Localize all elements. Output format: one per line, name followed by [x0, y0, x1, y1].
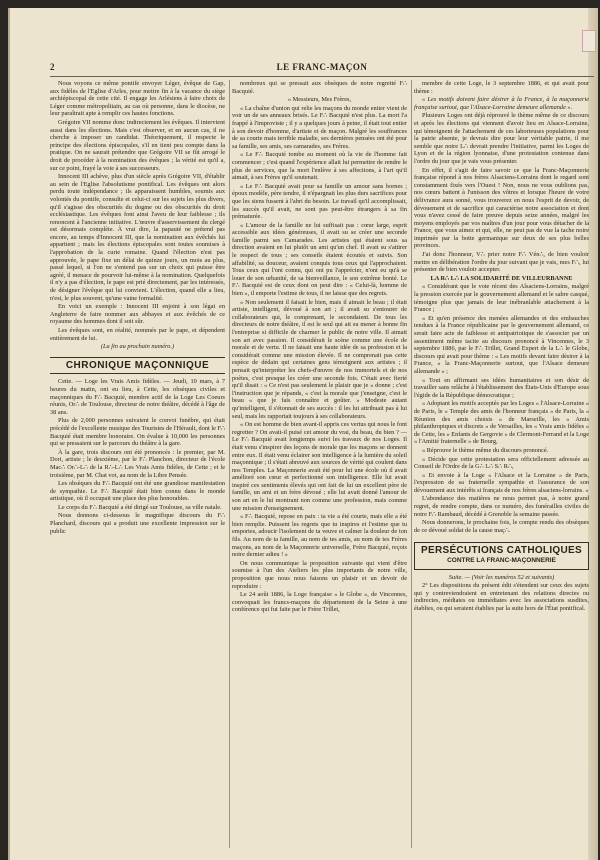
continued-note: Suite. — (Voir les numéros 52 et suivants) [448, 573, 555, 581]
article-paragraph: Les évêques sont, en réalité, nommés par le pape, et dépendent entièrement de lui. [50, 327, 225, 342]
article-paragraph: On nous communique la proposition suivante qui vient d'être soumise à l'un des Ateliers les plus importants de notre ville, proposition que nous nous faisons un plaisir et un devoir de reproduire : [232, 559, 407, 590]
page-number: 2 [50, 62, 55, 72]
article-paragraph: « L'amour de la famille ne lui suffisait pas : cœur large, esprit accessible aux idées généreuses, il avait su se créer une seconde famille parmi ses Camarades. Les artistes qui étaient sous sa direction avaient en lui plutôt un ami qu'un chef. Il avait su s'attirer le respect de tous ; ses conseils étaient écoutés et suivis. Son affabilité, sa douceur, avaient conquis tous ceux qui l'approchaient. Tous ceux qui l'ont connu, qui ont pu l'apprécier, n'ont eu qu'à se louer de son urbanité, de sa bienveillance, le son extrême bonté. Le F∴ Bacquié est de ceux dont on peut dire : « Celui-là, homme de bien », il emporte l'estime de tous, il ne laisse que des regrets. [232, 221, 407, 298]
column-2 [232, 80, 407, 848]
article-paragraph: Le 24 août 1886, la Loge française « le Globe », de Vincennes, convoquait les francs-maçons du département de la Seine à une conférence qui fut faite par le Frère Trillet, [232, 591, 407, 614]
article-paragraph: Nous voyons ce même pontife envoyer Léger, évêque de Gap, aux fidèles de l'Eglise d'Arles, pour mettre fin à la vacance du siège archiépiscopal de cette cité. Il engage les Arlésiens à faire choix de Léger comme métropolitain, au cas où personne, dans le diocèse, ne leur paraîtrait apte à remplir ces hautes fonctions. [50, 80, 225, 118]
article-paragraph: J'ai donc l'honneur, V∴ prier notre F∴ Vén∴, de bien vouloir mettre en délibération l'ordre du jour suivant que je vais, mes F∴, lui présenter de bien vouloir accepter. [414, 251, 589, 274]
page-header [50, 60, 594, 74]
article-paragraph: À la gare, trois discours ont été prononcés : le premier, par M. Dori, artiste ; le deuxième, par le F∴ Planchon, directeur de l'école Mac∴ Or∴-L∴ de la R∴-L∴ Les Vrais Amis fidèles, de Cette ; et le troisième, par M. Chat vot, au nom de la Libre Pensée. [50, 448, 225, 479]
section-subtitle: CONTRE LA FRANC-MAÇONNERIE [447, 557, 556, 565]
section-heading-persecutions [414, 542, 589, 569]
column-divider [411, 80, 412, 848]
article-paragraph: « Décide que cette protestation sera officiellement adressée au Conseil de l'Ordre de la G∴ L∴ S∴ R∴, [414, 455, 589, 471]
column-3 [414, 80, 589, 848]
article-paragraph: « La chaîne d'union qui relie les maçons du monde entier vient de voir un de ses anneaux brisés. Le F∴ Bacquié n'est plus. La mort l'a frappé à l'improviste ; il y a quelques jours à peine, il était tout entier à son devoir d'homme, d'artiste et de maçon. Malgré les souffrances de sa courte mais terrible maladie, ses dernières pensées ont été pour sa famille, ses amis, ses camarades, ses Frères. [232, 104, 407, 150]
section-title: PERSÉCUTIONS CATHOLIQUES [421, 545, 582, 557]
column-1 [50, 80, 225, 848]
newspaper-title: LE FRANC-MAÇON [276, 62, 368, 72]
article-paragraph: « On est homme de bien avant-il appris ces vertus qui nous le font regretter ? On avait-il puisé cet amour du vrai, du beau, du bien ? — Le F∴ Bacquié avait longtemps suivi les travaux de nos Loges. Il était venu s'inspirer des leçons de morale que les maçons se donnent entre eux. Il était venu éclairer son intelligence à la lumière du soleil maçonnique ; il s'était abreuvé aux sources de vérité qui coulent dans nos Temples. La Maçonnerie avait été pour lui une école où il avait amélioré son cœur et perfectionné son intelligence. Elle lui avait inspiré ces sentiments élevés qui ont fait de lui un excellent père de famille, un ami et un frère dévoué ; elle lui avait donné l'amour de son art en le lui montrant non comme une profession, mais comme une mission d'enseignement. [232, 421, 407, 512]
page-edge [588, 8, 598, 860]
article-paragraph: Innocent III achève, plus d'un siècle après Grégoire VII, d'établir au sein de l'Eglise l'absolutisme pontifical. Les évêques ont alors perdu toute indépendance ; ils apparaissent humbles, soumis aux volontés du pontife, consulte et celui-ci sur les sujets les plus divers, qu'il s'agisse des obscurités du dogme ou des obscurités du droit ecclésiastique. Les évêques font ainsi l'aveu de leur faiblesse ; ils renoncent à l'ancienne initiative. L'œuvre d'asservissement du clergé est désormais complète. À vrai dire, la papauté ne prétend pas encore, au temps d'Innocent III, que la nomination aux évêchés lui appartient ; mais les élections épiscopales sont toutes soumises à l'approbation de la curie romaine. Quand l'élection n'est pas approuvée, le pape fixe un délai de quinze jours, un mois au plus, passé lequel, si l'on ne s'entend pas sur un choix qui puisse être agréé, il menace de pourvoir lui-même à la nomination. Quelquefois il n'y a pas d'élection, le pape est prié directement, par les intéressés, de désigner l'évêque qui lui convient. L'élection, quand elle a lieu, n'est, le plus souvent, qu'une vaine formalité. [50, 173, 225, 302]
article-paragraph: « Tout en affirmant ses idées humanitaires et son désir de travailler sans relâche à l'établissement des États-Unis d'Europe sous l'égide de la République démocratique ; [414, 376, 589, 399]
section-heading-chronique: CHRONIQUE MAÇONNIQUE [50, 357, 225, 375]
article-paragraph: Plusieurs Loges ont déjà réprouvé le thème même de ce discours et après les élections qui viennent d'avoir lieu en Alsace-Lorraine, qui témoignent de l'attachement de ces laborieuses populations pour la patrie absente, je devrais dire pour leur véritable patrie, il me semble que notre L∴ devrait prendre l'initiative, parmi les Loges de Lyon et de la région lyonnaise, d'une protestation contenue dans l'ordre du jour que je vais vous présenter. [414, 112, 589, 165]
newspaper-page [8, 8, 598, 860]
header-rule [50, 76, 594, 77]
article-paragraph: « Et qu'en présence des menées allemandes et des embauches tendues à la France républicaine par le gouvernement allemand, ce serait faire acte de faiblesse et antipatriotique de s'associer par un assentiment même tacite au discours prononcé à Vincennes, le 3 septembre 1886, par le F∴ Trillet, Grand Expert de la L∴ le Globe, discours qui avait pour thème : « Les motifs devant faire désirer à la France, « la Franc-Maçonnerie surtout, que l'Alsace demeure allemande » ; [414, 314, 589, 375]
article-paragraph: Plus de 2,000 personnes suivaient le convoi funèbre, qui était précédé de l'excellente musique des Touristes de l'Hérault, dont le F∴ Bacquié était membre honoraire. On évalue à 10,000 les personnes qui se pressaient sur le parcours du théâtre à la gare. [50, 417, 225, 448]
article-paragraph: En effet, il s'agit de faire savoir ce que la Franc-Maçonnerie française répond à nos frères Alsaciens-Lorrains dont le regard sont constamment fixés vers l'Ouest ! Non, nous ne vous oublions pas, nos cœurs battent à l'unisson des vôtres et lorsque l'heure de votre délivrance aura sonné, vous trouverez en nous l'esprit de devoir, de dévouement et de sacrifice qui caractérise notre association et dont vous n'avez cessé de faire preuve depuis seize années, malgré les moyens employés par vos maîtres d'un jour pour vous détacher de la France, que vous aimez et qui, elle, ne peut pas de vue la tache noire imprimée par la botte germanique sur deux de ses plus belles provinces. [414, 166, 589, 250]
article-paragraph: Cette. — Loge les Vrais Amis fidèles. — Jeudi, 10 mars, à 7 heures du matin, ont eu lieu, à Cette, les obsèques civiles et maçonniques du F∴ Bacquié, membre actif de la Loge Les Coeurs réunis, Or∴ de Toulouse, directeur de notre théâtre, décédé à l'âge de 38 ans. [50, 378, 225, 416]
article-paragraph: « Réprouve le thème même du discours prononcé. [422, 446, 549, 454]
article-paragraph: Nous donnons ci-dessous le magnifique discours du F∴ Planchard, discours qui a produit une excellente impression sur le public [50, 512, 225, 535]
article-paragraph: L'abondance des matières ne nous permet pas, à notre grand regret, de rendre compte, dans ce numéro, des funérailles civiles de notre F∴ Rambaud, décédé à Grenoble la semaine passée. [414, 495, 589, 518]
article-paragraph: Nous donnerons, le prochaine fois, le compte rendu des obsèques de ce dévoué soldat de la cause maç∴. [414, 519, 589, 534]
speech-salutation: « Messieurs, Mes Frères, [287, 96, 352, 104]
article-paragraph: 2° Les dispositions du présent édit s'étendent sur ceux des sujets qui y contreviendraient en entretenant des relations directes ou indirectes, médiates ou immédiates avec les associations susdites, établies, ou qui seraient établies par la suite hors de l'État pontifical. [414, 582, 589, 612]
article-paragraph: « F∴ Bacquié, repose en paix : ta vie a été courte, mais elle a été bien remplie. Puissent les regrets que tu inspires et l'estime que tu emportes, adoucir l'isolement de ta veuve et calmer la douleur de ton fils. Au nom de ta famille, au nom de tes amis, au nom de tes Frères maçons, au nom de la Maçonnerie universelle, Frère Bacquié, reçois notre dernier adieu ! » [232, 513, 407, 559]
article-paragraph: « Le F∴ Bacquié tombe au moment où la vie de l'homme fait commencer ; c'est quand l'expérience allait lui permettre de rendre le plus de services, que la mort l'enlève à ses affections, à l'art qu'il aimait, à ses Frères qu'il soutenait. [232, 151, 407, 182]
article-paragraph: nombreux qui se pressait aux obsèques de notre regretté F∴ Bacquié. [232, 80, 407, 95]
article-paragraph: membre de cette Loge, le 3 septembre 1886, et qui avait pour thème : [414, 80, 589, 95]
order-of-day-title: LA R∴ L∴ LA SOLIDARITÉ DE VILLEURBANNE [430, 274, 573, 282]
article-paragraph: « Considérant que le vote récent des Alsaciens-Lorrains, malgré la pression exercée par le gouvernement allemand et le sabre casqué, témoigne plus que jamais de leur inébranlable attachement à la France ; [414, 283, 589, 314]
article-paragraph: Le corps du F∴ Bacquié a été dirigé sur Toulouse, sa ville natale. [58, 503, 222, 511]
article-paragraph: Les obsèques du F∴ Bacquié ont été une grandiose manifestation de sympathie. Le F∴ Bacquié était bien connu dans le monde artistique, où il occupait une place des plus honorables. [50, 480, 225, 503]
red-stamp-mark [582, 30, 596, 52]
article-paragraph: « Le F∴ Bacquié avait pour sa famille un amour sans bornes ; époux modèle, père tendre, il n'épargnait les plus durs sacrifices pour que les siens fussent à l'abri du besoin. Le travail qu'il accomplissait, les succès qu'il avait, ne sont pas peut-être étrangers à sa fin prématurée. [232, 182, 407, 221]
article-paragraph: En voici un exemple : Innocent III enjoint à son légat en Angleterre de faire nommer aux abbayes et aux évêchés de ce royaume des hommes dont il soit sûr. [50, 303, 225, 326]
quoted-theme: « Les motifs doivent faire désirer à la France, à la maçonnerie française surtout, que l'Alsace-Lorraine demeure allemande ». [414, 96, 589, 111]
continued-note: (La fin au prochain numéro.) [100, 343, 175, 351]
article-paragraph: « Et envoie à la Loge « l'Alsace et la Lorraine » de Paris, l'expression de sa fraternelle sympathie et l'assurance de son dévouement aux intérêts si français de nos frères alsaciens-lorrains. » [414, 471, 589, 494]
article-paragraph: « Adoptant les motifs acceptés par les Loges « l'Alsace-Lorraine » de Paris, le « Temple des amis de l'honneur français » de Paris, la « Réunion des amis choisis » de Marseille, les « Amis philanthropiques et discrets » de Versailles, les « Vrais amis fidèles » de Cette, les « Enfants de Gergovie » de Clermont-Ferrand et la Loge « l'Amitié fraternelle » de Bourg, [414, 400, 589, 446]
column-divider [229, 80, 230, 848]
article-paragraph: Grégoire VII nomme donc indirectement les évêques. Il intervient aussi dans les élections. Mais c'est observer, et en aucun cas, il ne cherche à imposer un candidat. Théoriquement, il respecte le principe des élections épiscopales, s'il en tient peu compte dans la pratique. On ne saurait prétendre que Grégoire VII se fût arrogé le droit de procéder à la nomination des évêques ; la vérité est qu'il a, sur ce point, frayé la voie à ses successeurs. [50, 118, 225, 172]
article-paragraph: « Non seulement il faisait le bien, mais il aimait le beau ; il était artiste, intelligent, dévoué à son art ; il avait su s'entourer de collaborateurs qui, le comprenant, le secondaient. De tous les directeurs de notre théâtre, il est le seul qui ait su mener à bonne fin l'entreprise si difficile de charmer le public de notre ville. Il aimait son art avec passion. Il considérait le scène comme une école de morale et de vertu. Il ne faisait une haute idée de sa profession et la considérait comme une mission élevée. Il ne comprenait pas cette espèce de dédain qui certaines gens témoignent aux artistes ; il pensait qu'interpréter les chefs-d'œuvre de nos immortels et de nos poètes, c'est presque les créer une seconde fois. C'était avec fierté qu'il disait : « Ce n'est pas seulement le plaisir que je « donne ; c'est l'instruction que je répands, « c'est la morale que j'enseigne, c'est le beau « que je fais connaître et goûter. » Modeste autant qu'intelligent, il s'étonnait de ses succès : il les lui attribuait pas à lui seul, mais les rapportait toujours à ses collaborateurs. [232, 298, 407, 420]
